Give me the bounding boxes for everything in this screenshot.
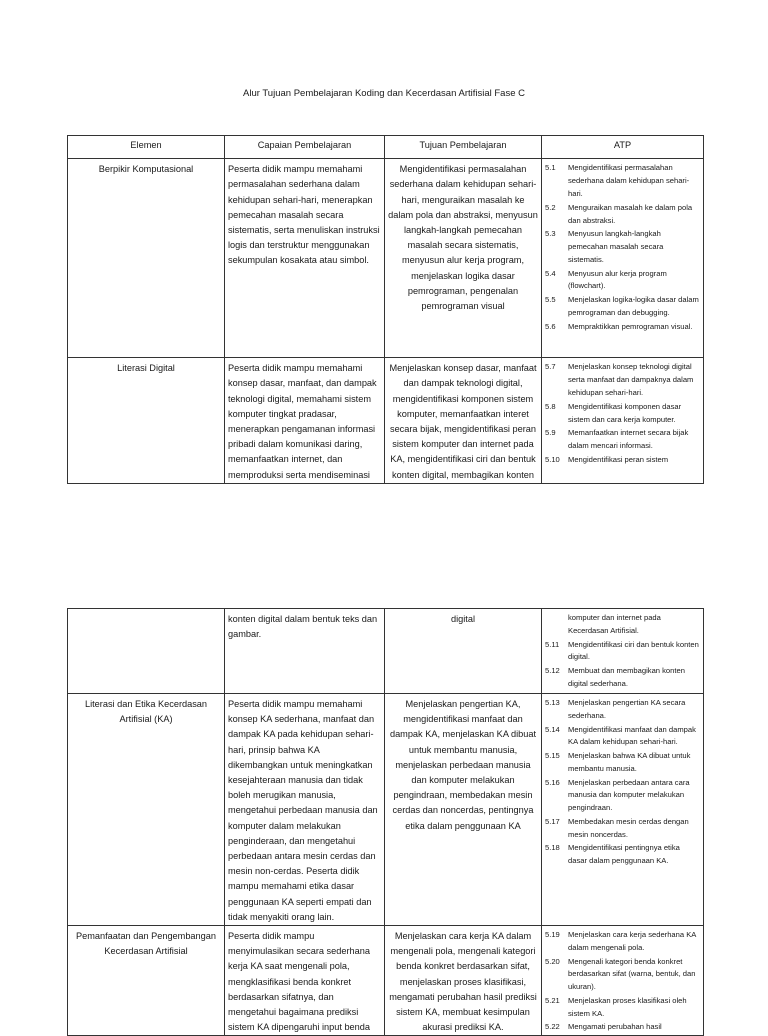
atp-text: Menyusun langkah-langkah pemecahan masalah secara sistematis. [568, 229, 664, 264]
atp-number: 5.22 [545, 1022, 560, 1032]
atp-list-item [545, 956, 700, 995]
atp-list-item [545, 612, 700, 638]
atp-list-item [545, 842, 700, 868]
atp-text: Menjelaskan bahwa KA dibuat untuk membantu manusia. [568, 751, 691, 773]
atp-text: Mengamati perubahan hasil [568, 1022, 662, 1032]
atp-text: Menjelaskan pengertian KA secara sederhana. [568, 698, 686, 720]
page-title: Alur Tujuan Pembelajaran Koding dan Kecerdasan Artifisial Fase C [243, 88, 525, 99]
atp-list-item [545, 750, 700, 776]
atp-number: 5.8 [545, 401, 556, 411]
atp-list [545, 612, 700, 691]
elemen-cell: Pemanfaatan dan Pengembangan Kecerdasan Artifisial [68, 926, 225, 1036]
atp-text: Menjelaskan perbedaan antara cara manusia dan komputer melakukan pengindraan. [568, 777, 690, 813]
atp-text: Mengidentifikasi manfaat dan dampak KA dalam kehidupan sehari-hari. [568, 724, 696, 747]
table-row [68, 694, 704, 926]
atp-number: 5.21 [545, 995, 560, 1005]
atp-list [545, 697, 700, 868]
atp-text: Menjelaskan konsep teknologi digital serta manfaat dan dampaknya dalam kehidupan sehari-hari. [568, 362, 694, 398]
atp-number: 5.7 [545, 362, 556, 372]
atp-cell [542, 609, 704, 694]
atp-number: 5.15 [545, 751, 560, 760]
atp-number: 5.20 [545, 956, 560, 966]
table-header-row [68, 136, 704, 159]
elemen-cell: Berpikir Komputasional [68, 159, 225, 358]
header-atp: ATP [542, 136, 704, 159]
header-capaian: Capaian Pembelajaran [225, 136, 385, 159]
table-row [68, 926, 704, 1036]
tujuan-cell: Menjelaskan cara kerja KA dalam mengenali pola, mengenali kategori benda konkret berdasarkan sifat, menjelaskan proses klasifikasi, mengamati perubahan hasil prediksi sistem KA, membuat kesimpulan akurasi prediksi KA. [385, 926, 542, 1036]
atp-cell [542, 694, 704, 926]
atp-number: 5.16 [545, 777, 560, 787]
atp-number: 5.5 [545, 295, 556, 305]
atp-number: 5.19 [545, 930, 560, 940]
atp-table-page-1 [67, 135, 704, 484]
tujuan-cell: Mengidentifikasi permasalahan sederhana dalam kehidupan sehari-hari, menguraikan masalah ke dalam pola dan abstraksi, menyusun langkah-langkah pemecahan masalah secara sistematis, menyusun alur kerja program, menjelaskan logika dasar pemrograman, pengenalan pemrograman visual [385, 159, 542, 358]
atp-text: Menjelaskan cara kerja sederhana KA dalam mengenali pola. [568, 930, 696, 952]
atp-list-item [545, 777, 700, 816]
elemen-cell: Literasi dan Etika Kecerdasan Artifisial (KA) [68, 694, 225, 926]
atp-cell [542, 926, 704, 1036]
atp-list-item [545, 816, 700, 842]
atp-text: Mengidentifikasi komponen dasar sistem dan cara kerja komputer. [568, 401, 682, 424]
capaian-cell: konten digital dalam bentuk teks dan gambar. [225, 609, 385, 694]
atp-number: 5.2 [545, 202, 556, 212]
tujuan-cell: digital [385, 609, 542, 694]
atp-list-item [545, 427, 700, 453]
atp-number: 5.18 [545, 843, 560, 853]
atp-list-item [545, 361, 700, 400]
table-row [68, 159, 704, 358]
atp-text: komputer dan internet pada Kecerdasan Artifisial. [568, 613, 661, 635]
atp-number: 5.9 [545, 428, 556, 438]
tujuan-cell: Menjelaskan pengertian KA, mengidentifikasi manfaat dan dampak KA, menjelaskan KA dibuat untuk membantu manusia, menjelaskan perbedaan manusia dan komputer melakukan pengindraan, membedakan mesin cerdas dan noncerdas, pentingnya etika dalam penggunaan KA [385, 694, 542, 926]
atp-list-item [545, 321, 700, 334]
atp-number: 5.10 [545, 454, 560, 464]
atp-list-item [545, 1021, 700, 1034]
atp-number: 5.11 [545, 639, 560, 649]
atp-table-page-2 [67, 608, 704, 1036]
atp-text: Mempraktikkan pemrograman visual. [568, 321, 693, 331]
atp-list-item [545, 294, 700, 320]
atp-text: Membedakan mesin cerdas dengan mesin noncerdas. [568, 816, 689, 839]
elemen-cell [68, 609, 225, 694]
atp-cell [542, 159, 704, 358]
atp-cell [542, 358, 704, 484]
atp-text: Mengidentifikasi peran sistem [568, 454, 669, 464]
atp-number: 5.12 [545, 666, 560, 675]
atp-list [545, 162, 700, 333]
atp-text: Menjelaskan proses klasifikasi oleh sistem KA. [568, 995, 687, 1018]
header-tujuan: Tujuan Pembelajaran [385, 136, 542, 159]
atp-list-item [545, 228, 700, 267]
table-row [68, 358, 704, 484]
atp-list-item [545, 929, 700, 955]
capaian-cell: Peserta didik mampu memahami permasalahan sederhana dalam kehidupan sehari-hari, menerapkan pemecahan masalah secara sistematis, serta menuliskan instruksi logis dan terstruktur menggunakan sekumpulan kosakata atau simbol. [225, 159, 385, 358]
atp-number: 5.14 [545, 724, 560, 734]
atp-list-item [545, 995, 700, 1021]
atp-text: Menyusun alur kerja program (flowchart). [568, 268, 667, 291]
header-elemen: Elemen [68, 136, 225, 159]
atp-text: Mengidentifikasi pentingnya etika dasar dalam penggunaan KA. [568, 843, 680, 866]
table-row [68, 609, 704, 694]
atp-text: Mengenali kategori benda konkret berdasarkan sifat (warna, bentuk, dan ukuran). [568, 956, 696, 992]
atp-number: 5.4 [545, 268, 556, 278]
atp-text: Mengidentifikasi permasalahan sederhana dalam kehidupan sehari-hari. [568, 163, 690, 199]
atp-number: 5.13 [545, 698, 560, 707]
atp-text: Memanfaatkan internet secara bijak dalam mencari informasi. [568, 428, 689, 451]
atp-number: 5.3 [545, 229, 556, 239]
capaian-cell: Peserta didik mampu memahami konsep KA sederhana, manfaat dan dampak KA pada kehidupan sehari-hari, prinsip bahwa KA dikembangkan untuk meningkatkan kesejahteraan manusia dan tidak boleh merugikan manusia, mengetahui perbedaan manusia dan komputer dalam melakukan penginderaan, dan mengetahui perbedaan antara mesin cerdas dan mesin non-cerdas. Peserta didik mampu memahami etika dasar penggunaan KA seperti empati dan tidak menyakiti orang lain. [225, 694, 385, 926]
atp-list-item [545, 724, 700, 750]
atp-number: 5.1 [545, 163, 556, 173]
elemen-cell: Literasi Digital [68, 358, 225, 484]
atp-number: 5.17 [545, 816, 560, 826]
atp-list-item [545, 268, 700, 294]
atp-text: Menguraikan masalah ke dalam pola dan abstraksi. [568, 202, 693, 225]
atp-number: 5.6 [545, 321, 556, 331]
capaian-cell: Peserta didik mampu memahami konsep dasar, manfaat, dan dampak teknologi digital, memahami sistem komputer tingkat pradasar, menerapkan pengamanan informasi pribadi dalam komunikasi daring, memanfaatkan internet, dan memproduksi serta mendiseminasi [225, 358, 385, 484]
atp-list-item [545, 697, 700, 723]
atp-text: Mengidentifikasi ciri dan bentuk konten digital. [568, 639, 699, 662]
atp-number [545, 612, 568, 638]
atp-list-item [545, 162, 700, 201]
atp-list-item [545, 639, 700, 665]
tujuan-cell: Menjelaskan konsep dasar, manfaat dan dampak teknologi digital, mengidentifikasi komponen sistem komputer, memanfaatkan interet secara bijak, mengidentifikasi peran sistem komputer dan internet pada KA, mengidentifikasi ciri dan bentuk konten digital, membagikan konten [385, 358, 542, 484]
capaian-cell: Peserta didik mampu menyimulasikan secara sederhana kerja KA saat mengenali pola, mengklasifikasi benda konkret berdasarkan sifatnya, dan mengetahui bagaimana prediksi sistem KA dipengaruhi input benda [225, 926, 385, 1036]
atp-text: Menjelaskan logika-logika dasar dalam pemrograman dan debugging. [568, 295, 699, 317]
atp-list [545, 361, 700, 466]
atp-list-item [545, 401, 700, 427]
atp-text: Membuat dan membagikan konten digital sederhana. [568, 666, 685, 688]
atp-list-item [545, 665, 700, 691]
atp-list-item [545, 202, 700, 228]
atp-list-item [545, 454, 700, 467]
atp-list [545, 929, 700, 1034]
